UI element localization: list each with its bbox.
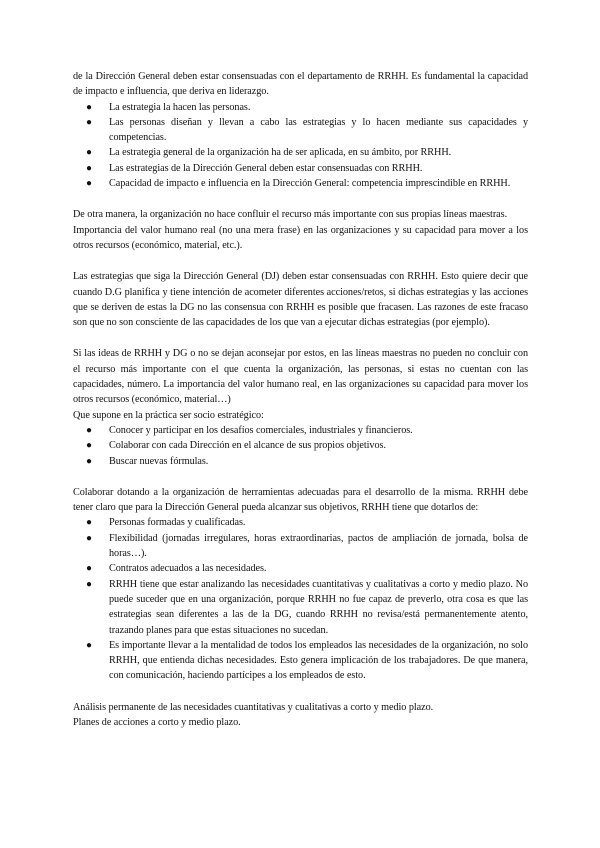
bullet-list-partner: [73, 423, 528, 469]
paragraph-tools: Colaborar dotando a la organización de herramientas adecuadas para el desarrollo de la misma. RRHH debe tener claro que para la Dirección General pueda alcanzar sus objetivos, RRHH tiene que dotarlos de:: [73, 486, 528, 514]
spacer: [73, 684, 528, 700]
paragraph-strategic-partner: Que supone en la práctica ser socio estratégico:: [73, 409, 264, 421]
bullet-icon: ●: [86, 455, 92, 467]
bullet-icon: ●: [86, 162, 92, 174]
paragraph-action-plans: Planes de acciones a corto y medio plazo.: [73, 716, 241, 728]
spacer: [73, 191, 528, 207]
list-item: ● RRHH tiene que estar analizando las necesidades cuantitativas y cualitativas a corto y medio plazo. No puede suceder que en una organización, porque RRHH no fue capaz de preverlo, otra cosa es que las estrategias sean diferentes a las de la DG, cuando RRHH no revisa/está permanentemente atento, trazando planes para que estas situaciones no sucedan.: [86, 578, 528, 636]
list-item: ● Conocer y participar en los desafíos comerciales, industriales y financieros.: [73, 423, 528, 438]
list-item: ● Buscar nuevas fórmulas.: [73, 454, 528, 469]
paragraph-intro: de la Dirección General deben estar consensuadas con el departamento de RRHH. Es fundamental la capacidad de impacto e influencia, que deriva en liderazgo.: [73, 71, 528, 98]
bullet-icon: ●: [86, 424, 92, 436]
bullet-icon: ●: [86, 639, 92, 651]
bullet-icon: ●: [86, 147, 92, 159]
spacer: [73, 253, 528, 269]
bullet-icon: ●: [86, 440, 92, 452]
bullet-icon: ●: [86, 532, 92, 544]
paragraph-confluence: De otra manera, la organización no hace confluir el recurso más importante con sus propias líneas maestras.: [73, 209, 508, 221]
list-item: ● Es importante llevar a la mentalidad de todos los empleados las necesidades de la organización, no solo RRHH, que entienda dichas necesidades. Esto genera implicación de los trabajadores. De que manera, con comunicación, haciendo partícipes a los empleados de esto.: [86, 639, 528, 682]
list-item: ● Flexibilidad (jornadas irregulares, horas extraordinarias, pactos de ampliación de jornada, bolsa de horas…).: [86, 532, 528, 560]
bullet-icon: ●: [86, 578, 92, 590]
list-item: ● Personas formadas y cualificadas.: [73, 515, 528, 530]
list-item: ● Colaborar con cada Dirección en el alcance de sus propios objetivos.: [73, 438, 528, 453]
list-item: ● Las estrategias de la Dirección General deben estar consensuadas con RRHH.: [73, 161, 528, 176]
paragraph-ideas: Si las ideas de RRHH y DG o no se dejan aconsejar por estos, en las líneas maestras no pueden no concluir con el recurso más importante con el que cuenta la organización, las personas, si estas no cuentan con las capacidades, número. La importancia del valor humano real, en las organizaciones su capacidad para mover los otros recursos (económico, material…): [73, 348, 528, 406]
spacer: [73, 330, 528, 346]
bullet-list-tools: [73, 515, 528, 683]
paragraph-human-value: Importancia del valor humano real (no una mera frase) en las organizaciones y su capacidad para mover a los otros recursos (económico, material, etc.).: [73, 224, 528, 251]
paragraph-consensus: Las estrategias que siga la Dirección General (DJ) deben estar consensuadas con RRHH. Esto quiere decir que cuando D.G planifica y tiene intención de acometer diferentes acciones/retos, si dichas estrategias y las acciones que se deriven de estas la DG no las consensua con RRHH es posible que fracasen. Las razones de este fracaso son que no son consciente de las capacidades de los que van a ejecutar dichas estrategias (por ejemplo).: [73, 271, 528, 329]
list-item: ● La estrategia la hacen las personas.: [73, 100, 528, 115]
bullet-icon: ●: [86, 178, 92, 190]
bullet-icon: ●: [86, 517, 92, 529]
bullet-icon: ●: [86, 101, 92, 113]
bullet-icon: ●: [86, 116, 92, 128]
document-page: [73, 69, 528, 730]
list-item: ● Contratos adecuados a las necesidades.: [73, 561, 528, 576]
paragraph-analysis: Análisis permanente de las necesidades cuantitativas y cualitativas a corto y medio plazo.: [73, 701, 434, 713]
spacer: [73, 469, 528, 485]
bullet-icon: ●: [86, 563, 92, 575]
list-item: ● Capacidad de impacto e influencia en la Dirección General: competencia imprescindible en RRHH.: [73, 176, 528, 191]
list-item: ● La estrategia general de la organización ha de ser aplicada, en su ámbito, por RRHH.: [73, 145, 528, 160]
list-item: ● Las personas diseñan y llevan a cabo las estrategias y lo hacen mediante sus capacidades y competencias.: [86, 116, 528, 144]
bullet-list-strategy: [73, 100, 528, 192]
